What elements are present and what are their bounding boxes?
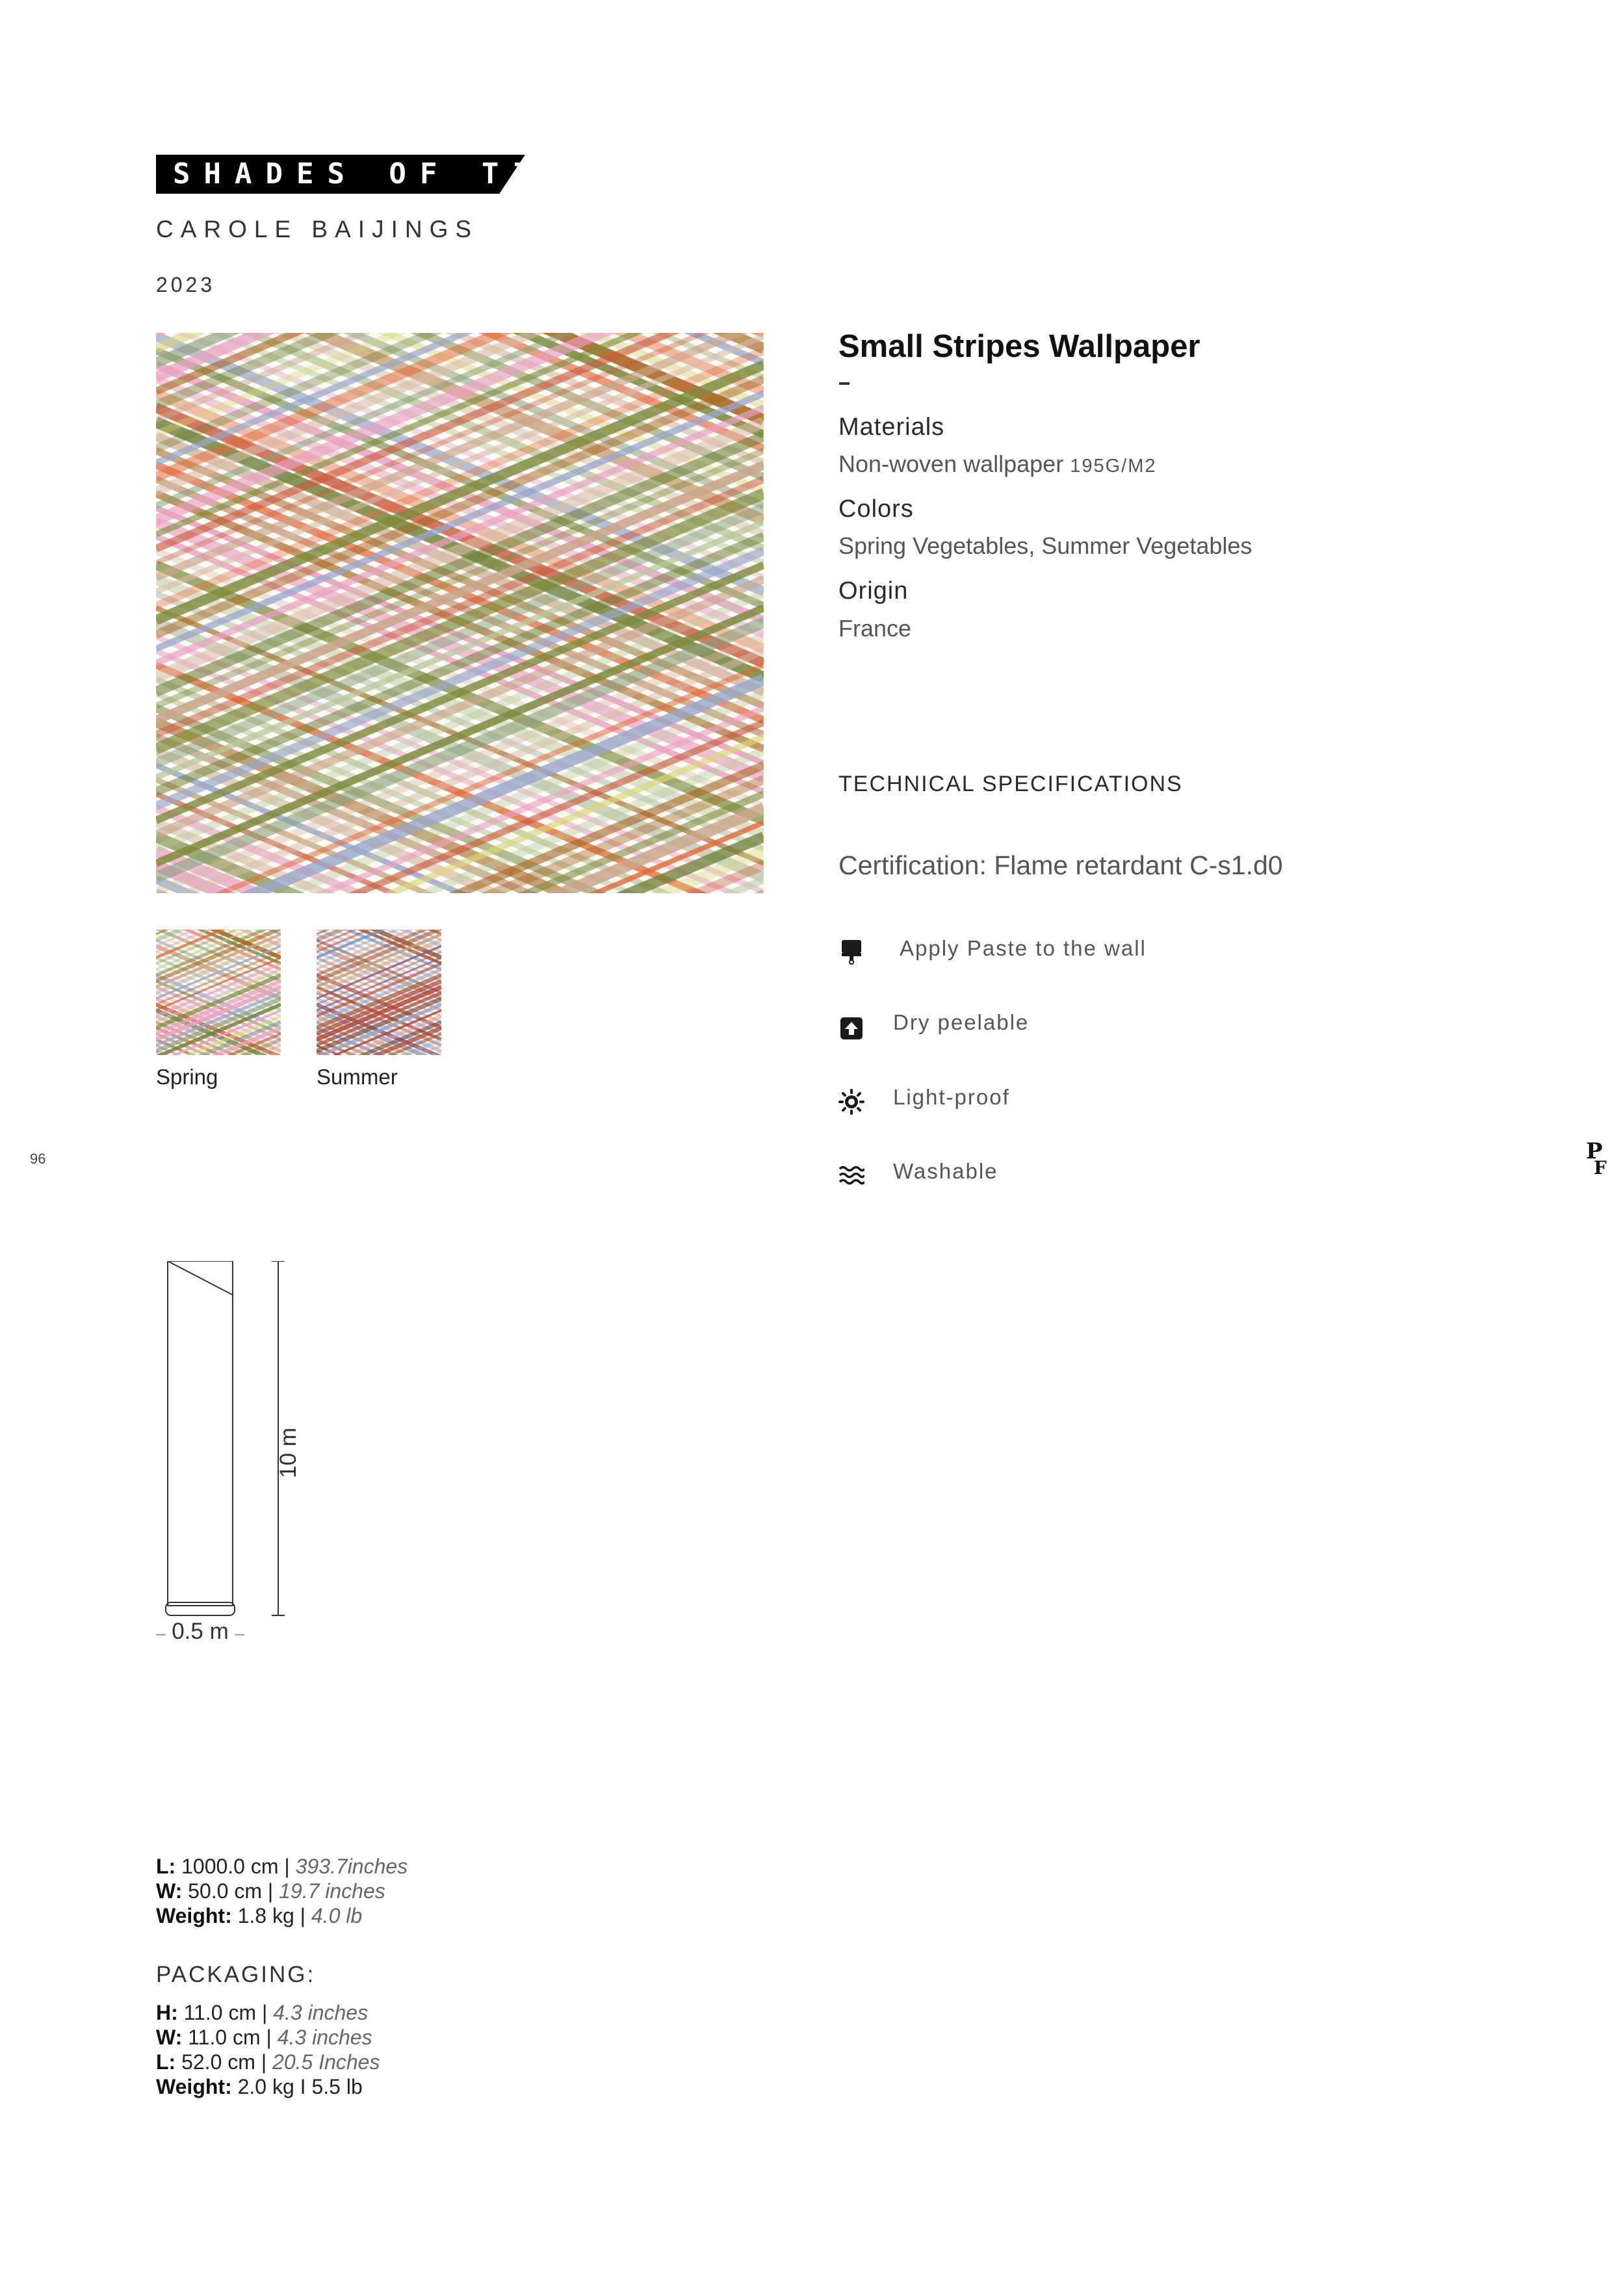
- packaging-row: Weight: 2.0 kg I 5.5 lb: [156, 2075, 363, 2098]
- packaging-heading: PACKAGING:: [156, 1962, 316, 1987]
- designer-name: CAROLE BAIJINGS: [156, 216, 479, 242]
- waves-icon: [838, 1164, 864, 1190]
- packaging-row: L: 52.0 cm | 20.5 Inches: [156, 2050, 380, 2074]
- technical-specifications-heading: TECHNICAL SPECIFICATIONS: [838, 772, 1183, 796]
- roll-width-value: 0.5 m: [172, 1619, 229, 1644]
- materials-label: Materials: [838, 413, 945, 441]
- origin-label: Origin: [838, 577, 909, 605]
- page-number: 96: [30, 1151, 46, 1167]
- materials-unit: 195G/M2: [1070, 456, 1157, 476]
- summer-swatch-pattern: [317, 930, 441, 1055]
- width-tick-right: –: [235, 1623, 244, 1643]
- swatch-label-spring: Spring: [156, 1065, 218, 1089]
- paste-brush-icon: [838, 939, 864, 965]
- peel-arrow-icon: [838, 1015, 864, 1041]
- product-image: [156, 333, 764, 893]
- materials-text: Non-woven wallpaper: [838, 450, 1064, 477]
- spring-swatch-pattern: [156, 930, 281, 1055]
- feature-washable: Washable: [893, 1159, 998, 1183]
- stripes-pattern: [156, 333, 764, 893]
- swatch-label-summer: Summer: [317, 1065, 398, 1089]
- dimension-row: Weight: 1.8 kg | 4.0 lb: [156, 1904, 363, 1927]
- logo-letter-f: F: [1594, 1157, 1607, 1177]
- roll-length-label: 10 m: [276, 1428, 301, 1478]
- packaging-row: W: 11.0 cm | 4.3 inches: [156, 2026, 372, 2049]
- certification: Certification: Flame retardant C-s1.d0: [838, 850, 1283, 880]
- logo-letter-p: P: [1586, 1139, 1603, 1164]
- collection-title: SHADES OF TIME: [173, 157, 605, 190]
- product-title: Small Stripes Wallpaper: [838, 329, 1201, 364]
- year: 2023: [156, 273, 216, 296]
- colors-value: Spring Vegetables, Summer Vegetables: [838, 532, 1253, 559]
- roll-width-label: [156, 1619, 244, 1645]
- materials-value: [838, 450, 1157, 478]
- packaging-row: H: 11.0 cm | 4.3 inches: [156, 2001, 369, 2024]
- dimension-row: W: 50.0 cm | 19.7 inches: [156, 1879, 385, 1903]
- sun-icon: [838, 1089, 864, 1115]
- brand-logo: [1585, 1139, 1608, 1177]
- origin-value: France: [838, 615, 912, 642]
- title-dash: [839, 382, 850, 385]
- width-tick-left: –: [156, 1623, 166, 1643]
- packaging-block: [156, 2000, 380, 2099]
- swatch-summer[interactable]: [317, 930, 441, 1055]
- dimensions-block: [156, 1854, 408, 1928]
- colors-label: Colors: [838, 495, 914, 523]
- dimension-row: L: 1000.0 cm | 393.7inches: [156, 1855, 408, 1878]
- feature-light-proof: Light-proof: [893, 1085, 1010, 1109]
- swatch-spring[interactable]: [156, 930, 281, 1055]
- feature-dry-peelable: Dry peelable: [893, 1010, 1030, 1034]
- feature-apply-paste: Apply Paste to the wall: [900, 936, 1147, 960]
